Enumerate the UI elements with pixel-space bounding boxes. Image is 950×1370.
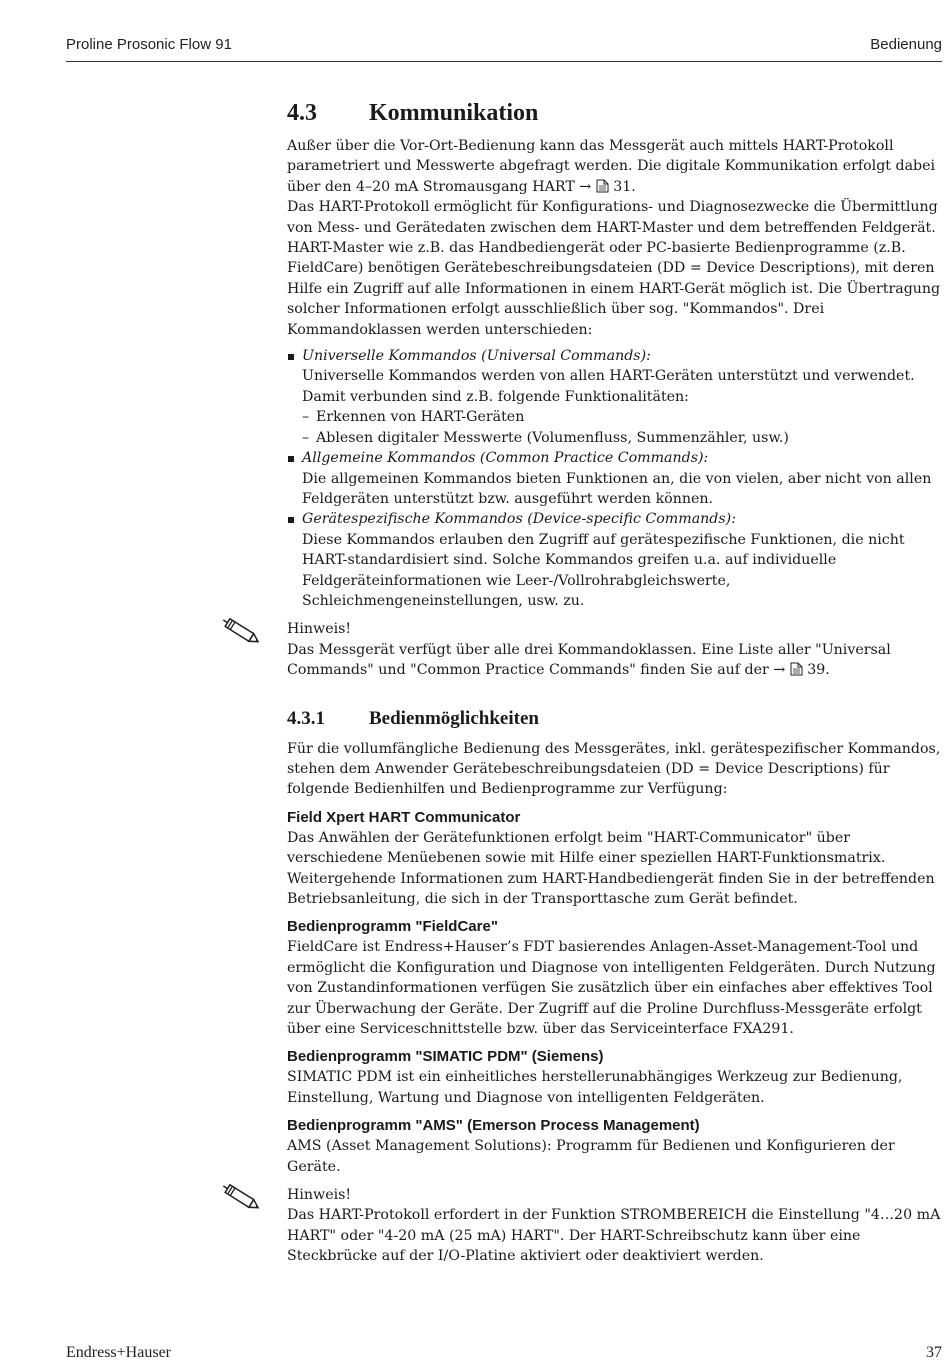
item-text: FieldCare ist Endress+Hauser’s FDT basierendes Anlagen-Asset-Management-Tool und ermöglicht die Konfiguration und Diagnose von intelligenten Feldgeräten. Durch Nutzung von Zustandinformationen verfügen Sie zusätzlich über ein einfaches aber effektives Tool zur Überwachung der Geräte. Der Zugriff auf die Proline Durchfluss-Messgeräte erfolgt über eine Serviceschnittstelle bzw. über das Serviceinterface FXA291. <box>287 939 936 1038</box>
dash-list <box>302 407 943 448</box>
item-title: Field Xpert HART Communicator <box>287 808 521 826</box>
list-item <box>287 346 943 448</box>
list-item-text: Die allgemeinen Kommandos bieten Funktionen an, die von vielen, aber nicht von allen Feldgeräten unterstützt bzw. ausgeführt werden können. <box>302 470 932 507</box>
intro-paragraph-2: Das HART-Protokoll ermöglicht für Konfigurations- und Diagnosezwecke die Übermittlung von Mess- und Gerätedaten zwischen dem HART-Master und dem betreffenden Feldgerät. <box>287 199 938 236</box>
note-label: Hinweis! <box>287 621 352 638</box>
list-item-heading: Allgemeine Kommandos (Common Practice Commands): <box>302 450 709 467</box>
intro-page-ref[interactable]: 31. <box>613 178 636 195</box>
header-rule <box>66 61 942 62</box>
list-item-heading: Gerätespezifische Kommandos (Device-specific Commands): <box>302 511 736 528</box>
page-reference-icon <box>596 179 609 193</box>
note-label: Hinweis! <box>287 1187 352 1204</box>
list-item-text: Diese Kommandos erlauben den Zugriff auf gerätespezifische Funktionen, die nicht HART-standardisiert sind. Solche Kommandos greifen u.a. auf individuelle Feldgeräteinformationen wie Leer-/Vollrohrabgleichswerte, Schleichmengeneinstellungen, usw. zu. <box>302 531 905 609</box>
note-block-1 <box>287 619 943 680</box>
list-item-heading: Universelle Kommandos (Universal Commands): <box>302 348 651 365</box>
dash-item: – Ablesen digitaler Messwerte (Volumenfluss, Summenzähler, usw.) <box>302 428 943 448</box>
subsection-heading <box>287 707 943 731</box>
intro-paragraph-1 <box>287 136 943 197</box>
command-class-list <box>287 346 943 611</box>
section-heading <box>287 98 943 128</box>
main-content <box>287 98 943 1267</box>
header-document-title: Proline Prosonic Flow 91 <box>66 36 232 53</box>
footer-publisher: Endress+Hauser <box>66 1344 171 1361</box>
item-text: AMS (Asset Management Solutions): Programm für Bedienen und Konfigurieren der Geräte. <box>287 1138 895 1175</box>
section-title: Kommunikation <box>369 100 539 126</box>
note-page-ref[interactable]: 39. <box>807 662 830 679</box>
page-number: 37 <box>926 1344 942 1361</box>
subsection-title: Bedienmöglichkeiten <box>369 707 539 729</box>
intro-text-1: Außer über die Vor-Ort-Bedienung kann das Messgerät auch mittels HART-Protokoll parametriert und Messwerte abgefragt werden. Die digitale Kommunikation erfolgt dabei über den 4–20 mA Stromausgang HART → <box>287 138 936 195</box>
list-item <box>287 509 943 611</box>
section-number: 4.3 <box>287 100 317 126</box>
item-text: Das Anwählen der Gerätefunktionen erfolgt beim "HART-Communicator" über verschiedene Menüebenen sowie mit Hilfe einer speziellen HART-Funktionsmatrix. Weitergehende Informationen zum HART-Handbediengerät finden Sie in der betreffenden Betriebsanleitung, die sich in der Transporttasche zum Gerät befindet. <box>287 829 935 907</box>
note-text-body: Das Messgerät verfügt über alle drei Kommandoklassen. Eine Liste aller "Universal Commands" und "Common Practice Commands" finden Sie auf der → <box>287 641 891 679</box>
dash-item: – Erkennen von HART-Geräten <box>302 407 943 427</box>
page-reference-icon <box>790 662 803 676</box>
item-title: Bedienprogramm "SIMATIC PDM" (Siemens) <box>287 1048 604 1066</box>
pencil-icon <box>217 617 263 645</box>
header-chapter-title: Bedienung <box>870 36 942 53</box>
note-text <box>287 640 943 681</box>
item-text: SIMATIC PDM ist ein einheitliches herstellerunabhängiges Werkzeug zur Bedienung, Einstellung, Wartung und Diagnose von intelligenten Feldgeräten. <box>287 1069 903 1106</box>
item-title: Bedienprogramm "FieldCare" <box>287 918 498 936</box>
note-text: Das HART-Protokoll erfordert in der Funktion STROMBEREICH die Einstellung "4…20 mA HART" oder "4-20 mA (25 mA) HART". Der HART-Schreibschutz kann über eine Steckbrücke auf der I/O-Platine aktiviert oder deaktiviert werden. <box>287 1207 941 1265</box>
subsection-number: 4.3.1 <box>287 707 325 729</box>
item-title: Bedienprogramm "AMS" (Emerson Process Management) <box>287 1117 700 1135</box>
list-item <box>287 448 943 509</box>
list-item-text: Universelle Kommandos werden von allen HART-Geräten unterstützt und verwendet. Damit verbunden sind z.B. folgende Funktionalitäten: <box>302 368 915 405</box>
pencil-icon <box>217 1183 263 1211</box>
note-block-2 <box>287 1185 943 1267</box>
intro-paragraph-3: HART-Master wie z.B. das Handbediengerät oder PC-basierte Bedienprogramme (z.B. FieldCare) benötigen Gerätebeschreibungsdateien (DD = Device Descriptions), mit deren Hilfe ein Zugriff auf alle Informationen in einem HART-Gerät möglich ist. Die Übertragung solcher Informationen erfolgt ausschließlich über sog. "Kommandos". Drei Kommandoklassen werden unterschieden: <box>287 240 941 338</box>
subsection-intro: Für die vollumfängliche Bedienung des Messgerätes, inkl. gerätespezifischer Kommandos, stehen dem Anwender Gerätebeschreibungsdateien (DD = Device Descriptions) für folgende Bedienhilfen und Bedienprogramme zur Verfügung: <box>287 740 941 798</box>
